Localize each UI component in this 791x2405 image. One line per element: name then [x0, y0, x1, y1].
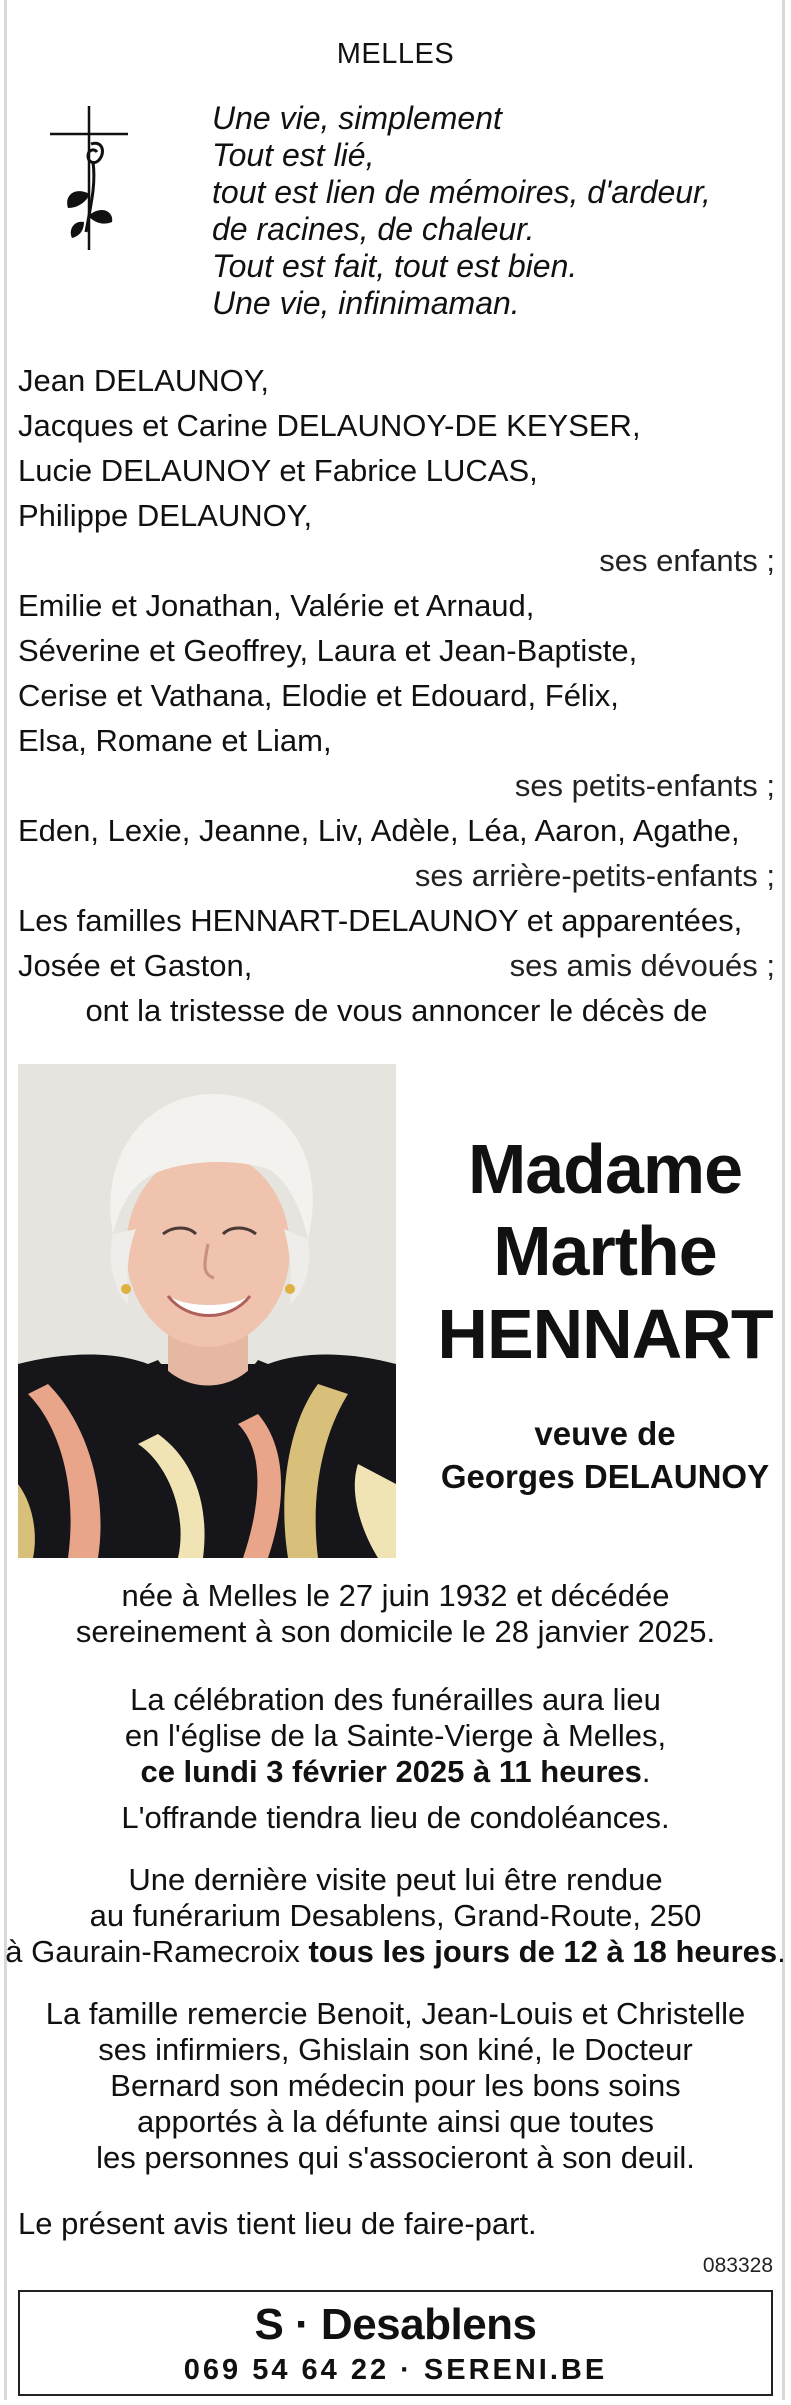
detail-line: à Gaurain-Ramecroix tous les jours de 12 à 18 heures. [5, 1934, 786, 1969]
funeral-details [0, 1682, 791, 1790]
detail-line: les personnes qui s'associeront à son deuil. [96, 2140, 695, 2175]
families-line: Les familles HENNART-DELAUNOY et apparentées, [18, 903, 743, 938]
announcement: ont la tristesse de vous annoncer le décès de [85, 993, 708, 1028]
friends-names: Josée et Gaston, [18, 948, 253, 983]
great-grandchildren-label: ses arrière-petits-enfants ; [414, 858, 775, 893]
grandchild-line: Elsa, Romane et Liam, [18, 723, 332, 758]
detail-line: en l'église de la Sainte-Vierge à Melles, [124, 1718, 667, 1753]
family-list [18, 358, 775, 1033]
thanks-message [0, 1996, 791, 2176]
friends-row [18, 943, 775, 988]
visit-hours: tous les jours de 12 à 18 heures [308, 1934, 778, 1969]
visit-details [0, 1862, 791, 1970]
notice-statement: Le présent avis tient lieu de faire-part. [18, 2206, 537, 2241]
poem-line: Tout est lié, [212, 137, 375, 173]
poem-line: Une vie, simplement [212, 100, 502, 136]
offering-note: L'offrande tiendra lieu de condoléances. [121, 1800, 670, 1835]
spouse-name: Georges DELAUNOY [440, 1458, 770, 1495]
funeral-home-banner [18, 2290, 773, 2396]
poem-line: tout est lien de mémoires, d'ardeur, [212, 174, 711, 210]
detail-line: ses infirmiers, Ghislain son kiné, le Docteur [98, 2032, 693, 2067]
detail-line: La famille remercie Benoit, Jean-Louis et Christelle [45, 1996, 746, 2031]
grandchildren-label: ses petits-enfants ; [514, 768, 775, 803]
detail-line: née à Melles le 27 juin 1932 et décédée [121, 1578, 670, 1613]
poem-line: Une vie, infinimaman. [212, 285, 520, 321]
widow-of-label: veuve de [534, 1415, 676, 1452]
child-line: Jacques et Carine DELAUNOY-DE KEYSER, [18, 408, 641, 443]
child-line: Philippe DELAUNOY, [18, 498, 313, 533]
detail-line: au funérarium Desablens, Grand-Route, 250 [89, 1898, 702, 1933]
detail-line: sereinement à son domicile le 28 janvier 2025. [75, 1614, 716, 1649]
detail-line: apportés à la défunte ainsi que toutes [136, 2104, 655, 2139]
grandchild-line: Cerise et Vathana, Elodie et Edouard, Félix, [18, 678, 619, 713]
detail-line: La célébration des funérailles aura lieu [130, 1682, 661, 1717]
funeral-home-logo: S · Desablens [254, 2300, 537, 2349]
funeral-date: ce lundi 3 février 2025 à 11 heures [140, 1754, 642, 1789]
birth-death-details [0, 1578, 791, 1650]
poem [212, 100, 711, 322]
town-heading: MELLES [336, 38, 455, 70]
children-label: ses enfants ; [599, 543, 775, 578]
detail-line: Une dernière visite peut lui être rendue [128, 1862, 663, 1897]
deceased-first-name: Marthe [493, 1212, 717, 1290]
deceased-last-name: HENNART [437, 1295, 773, 1373]
reference-number: 083328 [702, 2254, 773, 2277]
friends-label: ses amis dévoués ; [509, 948, 775, 983]
detail-line: ce lundi 3 février 2025 à 11 heures. [140, 1754, 651, 1789]
poem-line: de racines, de chaleur. [212, 211, 535, 247]
detail-line: Bernard son médecin pour les bons soins [110, 2068, 681, 2103]
child-line: Jean DELAUNOY, [18, 363, 269, 398]
child-line: Lucie DELAUNOY et Fabrice LUCAS, [18, 453, 538, 488]
great-grandchildren-line: Eden, Lexie, Jeanne, Liv, Adèle, Léa, Aaron, Agathe, [18, 813, 740, 848]
grandchild-line: Emilie et Jonathan, Valérie et Arnaud, [18, 588, 535, 623]
deceased-title: Madame [467, 1130, 743, 1208]
funeral-home-contact: 069 54 64 22 · SERENI.BE [183, 2354, 608, 2386]
cross-with-rose-icon [44, 104, 134, 254]
grandchild-line: Séverine et Geoffrey, Laura et Jean-Baptiste, [18, 633, 638, 668]
poem-line: Tout est fait, tout est bien. [212, 248, 578, 284]
portrait-photo [18, 1064, 396, 1558]
